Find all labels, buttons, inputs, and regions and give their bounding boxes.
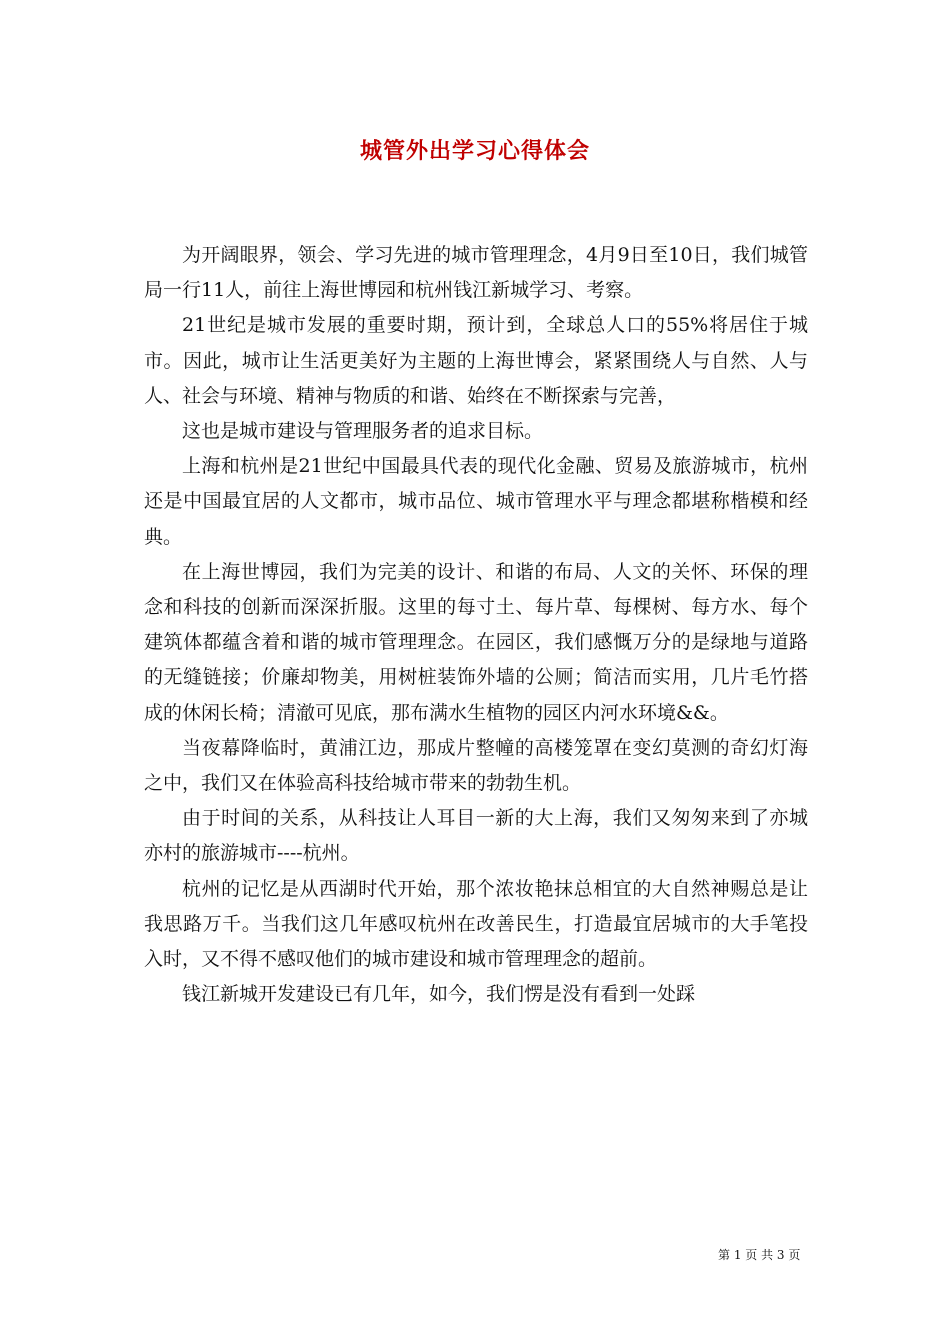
paragraph: 由于时间的关系，从科技让人耳目一新的大上海，我们又匆匆来到了亦城亦村的旅游城市----杭州。: [144, 807, 808, 865]
page-number: 第 1 页 共 3 页: [718, 1248, 801, 1262]
paragraph: 当夜幕降临时，黄浦江边，那成片整幢的高楼笼罩在变幻莫测的奇幻灯海之中，我们又在体验高科技给城市带来的勃勃生机。: [144, 736, 808, 795]
paragraph: 钱江新城开发建设已有几年，如今，我们愣是没有看到一处踩: [182, 983, 696, 1006]
paragraph: 上海和杭州是21世纪中国最具代表的现代化金融、贸易及旅游城市，杭州还是中国最宜居的人文都市，城市品位、城市管理水平与理念都堪称楷模和经典。: [144, 455, 808, 548]
paragraph: 为开阔眼界，领会、学习先进的城市管理理念，4月9日至10日，我们城管局一行11人，前往上海世博园和杭州钱江新城学习、考察。: [144, 244, 808, 302]
paragraph: 21世纪是城市发展的重要时期，预计到，全球总人口的55%将居住于城市。因此，城市让生活更美好为主题的上海世博会，紧紧围绕人与自然、人与人、社会与环境、精神与物质的和谐、始终在不断探索与完善，: [144, 314, 808, 407]
document-body: [144, 238, 808, 1012]
document-title: 城管外出学习心得体会: [359, 138, 590, 164]
paragraph: 在上海世博园，我们为完美的设计、和谐的布局、人文的关怀、环保的理念和科技的创新而深深折服。这里的每寸土、每片草、每棵树、每方水、每个建筑体都蕴含着和谐的城市管理理念。在园区，我们感慨万分的是绿地与道路的无缝链接；价廉却物美，用树桩装饰外墙的公厕；简洁而实用，几片毛竹搭成的休闲长椅；清澈可见底，那布满水生植物的园区内河水环境&&。: [144, 560, 808, 724]
paragraph: 杭州的记忆是从西湖时代开始，那个浓妆艳抹总相宜的大自然神赐总是让我思路万千。当我们这几年感叹杭州在改善民生，打造最宜居城市的大手笔投入时，又不得不感叹他们的城市建设和城市管理理念的超前。: [144, 877, 808, 971]
paragraph: 这也是城市建设与管理服务者的追求目标。: [182, 420, 544, 443]
